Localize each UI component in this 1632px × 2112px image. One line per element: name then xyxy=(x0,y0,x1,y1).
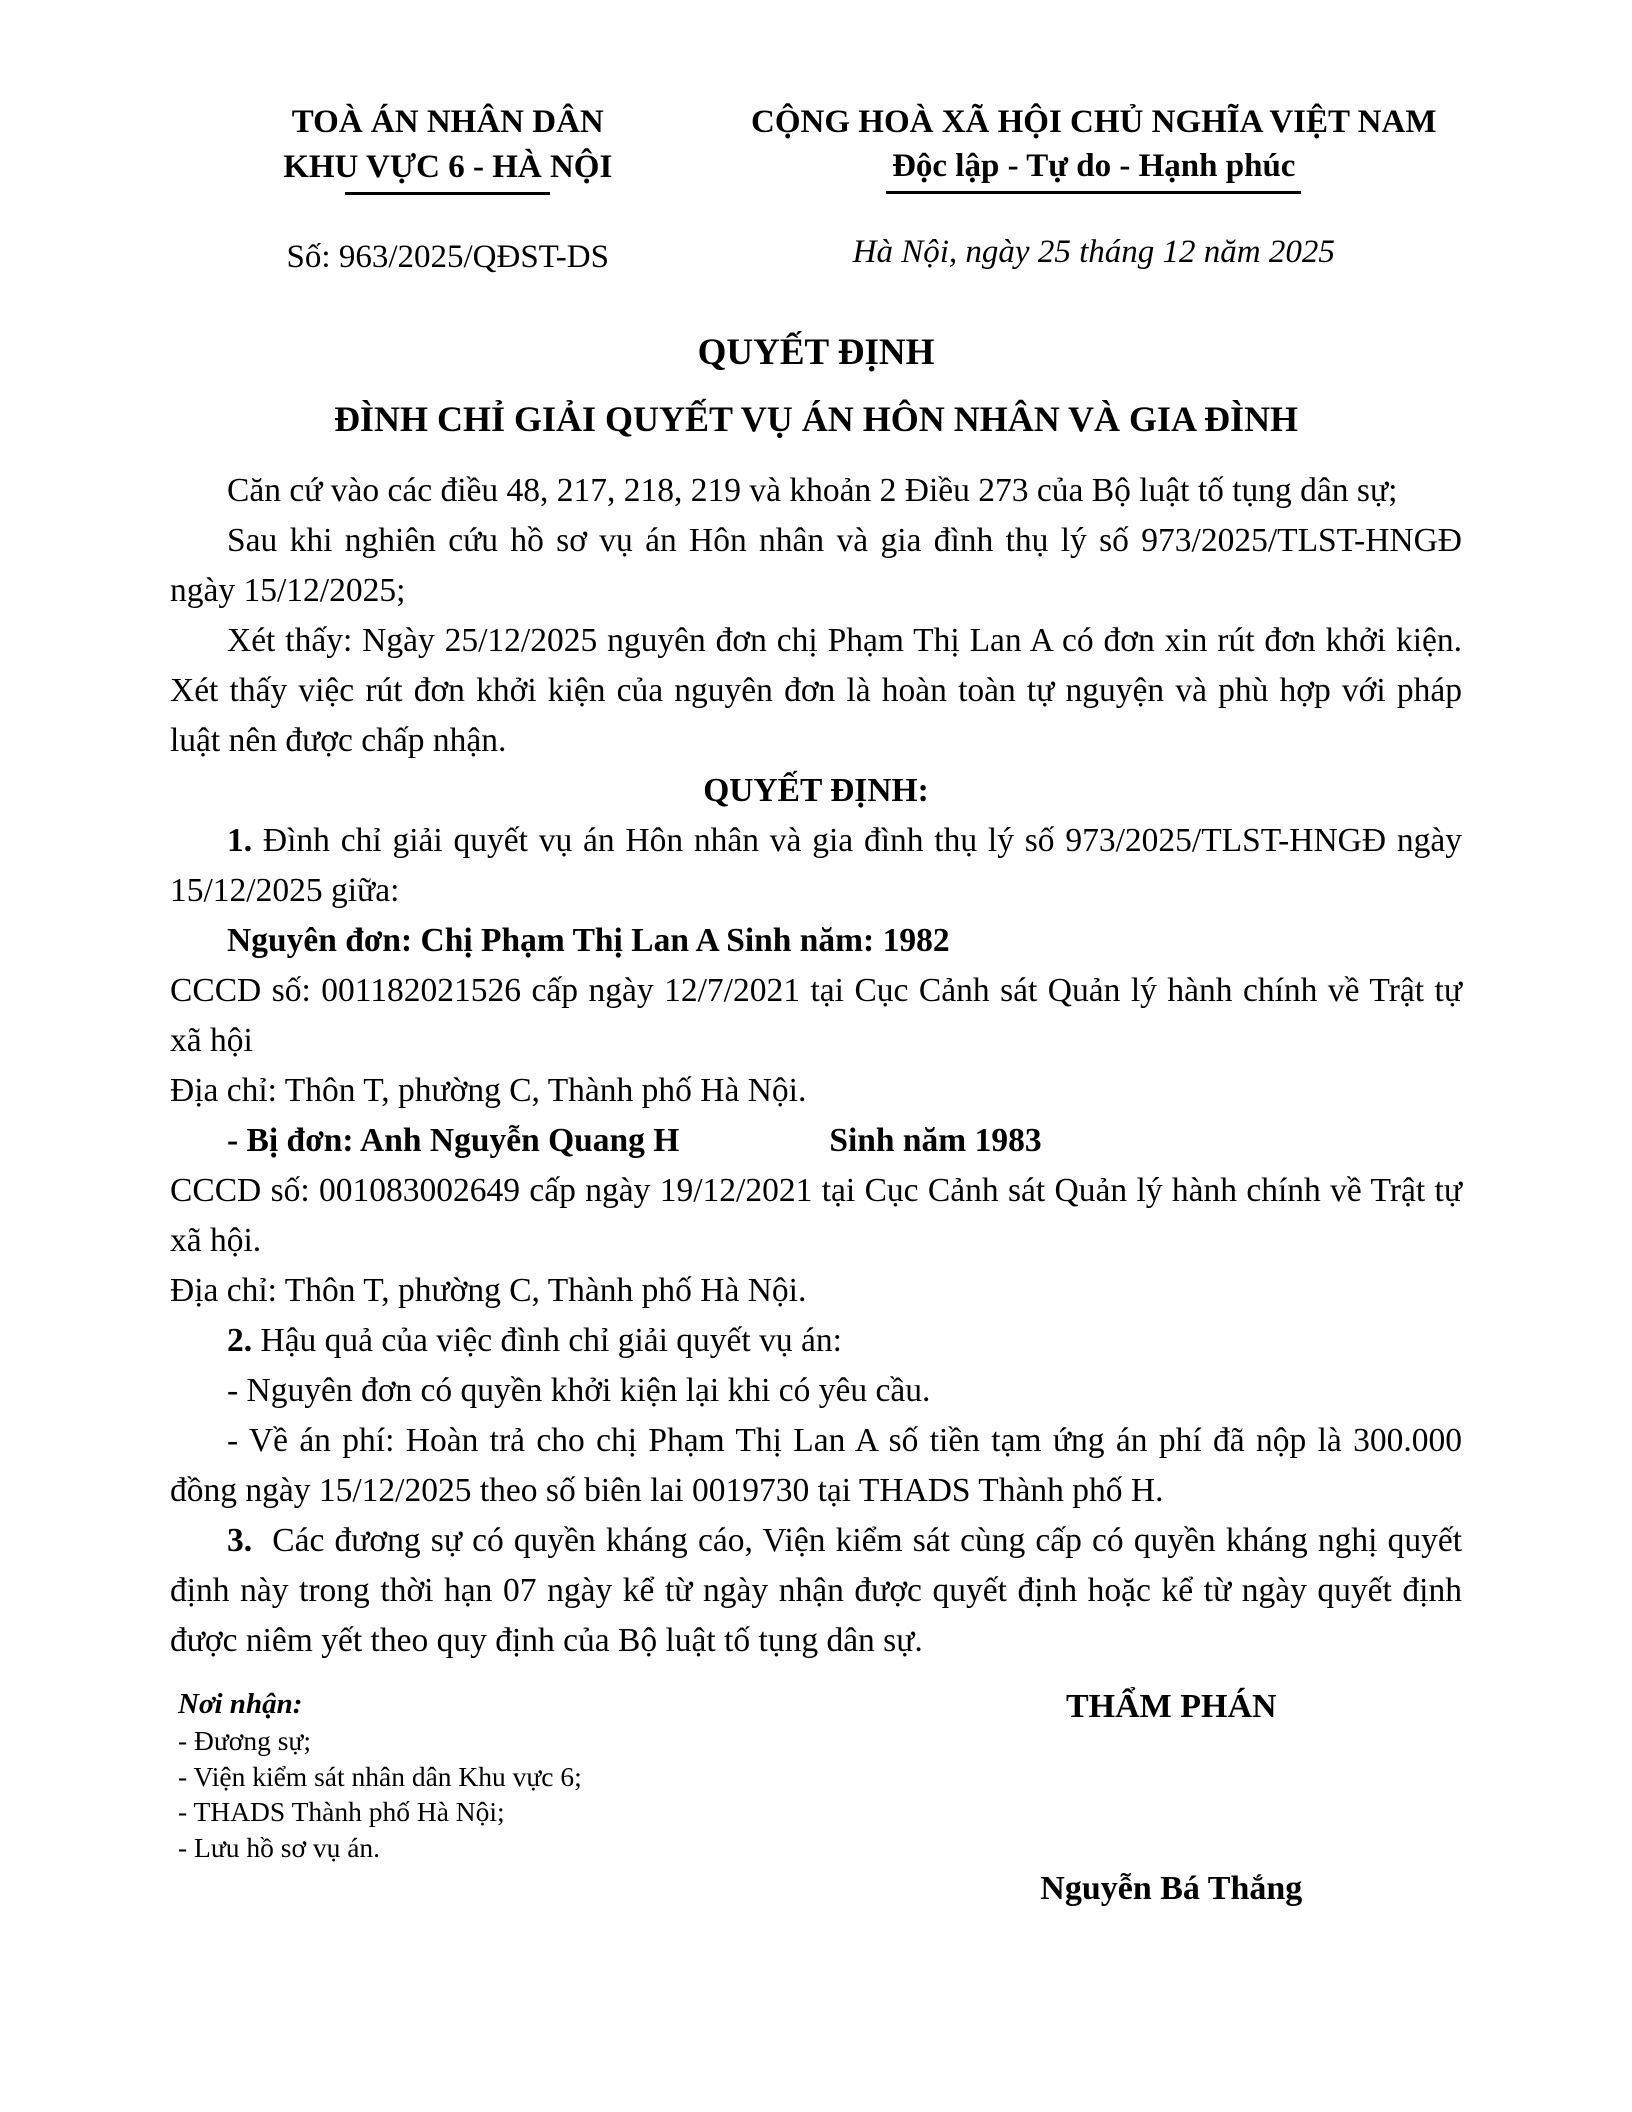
national-motto-block xyxy=(726,100,1462,275)
plaintiff-cccd: CCCD số: 001182021526 cấp ngày 12/7/2021 tại Cục Cảnh sát Quản lý hành chính về Trật tự xã hội xyxy=(170,972,1462,1059)
signer-title: THẨM PHÁN xyxy=(1065,1688,1277,1725)
document-subtitle: ĐÌNH CHỈ GIẢI QUYẾT VỤ ÁN HÔN NHÂN VÀ GIA ĐÌNH xyxy=(333,399,1299,439)
article-2-number: 2. xyxy=(227,1322,253,1359)
article-2-item-2: - Về án phí: Hoàn trả cho chị Phạm Thị Lan A số tiền tạm ứng án phí đã nộp là 300.000 đồng ngày 15/12/2025 theo số biên lai 0019730 tại THADS Thành phố H. xyxy=(170,1422,1462,1509)
recipient-item-3: - THADS Thành phố Hà Nội; xyxy=(178,1796,505,1827)
decision-heading: QUYẾT ĐỊNH: xyxy=(703,772,929,809)
document-title: QUYẾT ĐỊNH xyxy=(697,332,935,373)
article-3 xyxy=(170,1516,1462,1666)
article-2-text: Hậu quả của việc đình chỉ giải quyết vụ án: xyxy=(260,1322,842,1359)
article-2-item-1: - Nguyên đơn có quyền khởi kiện lại khi có yêu cầu. xyxy=(227,1372,931,1409)
defendant-name: - Bị đơn: Anh Nguyễn Quang H xyxy=(227,1122,680,1159)
defendant-line xyxy=(170,1116,1462,1166)
document-number: Số: 963/2025/QĐST-DS xyxy=(286,239,609,275)
article-3-number: 3. xyxy=(227,1522,253,1559)
defendant-address: Địa chỉ: Thôn T, phường C, Thành phố Hà Nội. xyxy=(170,1272,807,1309)
title-block xyxy=(170,330,1462,442)
recipients-block xyxy=(170,1686,881,1910)
signature-block xyxy=(881,1686,1462,1910)
issue-date: Hà Nội, ngày 25 tháng 12 năm 2025 xyxy=(852,234,1335,270)
signer-name: Nguyễn Bá Thắng xyxy=(1040,1870,1303,1907)
court-name-underline xyxy=(345,192,550,195)
document-footer xyxy=(170,1686,1462,1910)
article-1-number: 1. xyxy=(227,822,253,859)
defendant-birth: Sinh năm 1983 xyxy=(829,1122,1042,1159)
plaintiff-address: Địa chỉ: Thôn T, phường C, Thành phố Hà Nội. xyxy=(170,1072,807,1109)
recipient-item-1: - Đương sự; xyxy=(178,1725,311,1756)
article-1-text: Đình chỉ giải quyết vụ án Hôn nhân và gia đình thụ lý số 973/2025/TLST-HNGĐ ngày 15/12/2025 giữa: xyxy=(170,822,1462,909)
plaintiff-line: Nguyên đơn: Chị Phạm Thị Lan A Sinh năm: 1982 xyxy=(227,922,950,959)
recipient-item-4: - Lưu hồ sơ vụ án. xyxy=(178,1831,381,1863)
preamble-paragraph-2: Sau khi nghiên cứu hồ sơ vụ án Hôn nhân và gia đình thụ lý số 973/2025/TLST-HNGĐ ngày 15/12/2025; xyxy=(170,522,1462,609)
preamble-paragraph-3: Xét thấy: Ngày 25/12/2025 nguyên đơn chị Phạm Thị Lan A có đơn xin rút đơn khởi kiện. Xét thấy việc rút đơn khởi kiện của nguyên đơn là hoàn toàn tự nguyện và phù hợp với pháp luật nên được chấp nhận. xyxy=(170,622,1462,759)
document-body xyxy=(170,466,1462,1666)
article-2 xyxy=(170,1316,1462,1366)
recipient-item-2: - Viện kiểm sát nhân dân Khu vực 6; xyxy=(178,1760,582,1792)
defendant-cccd: CCCD số: 001083002649 cấp ngày 19/12/2021 tại Cục Cảnh sát Quản lý hành chính về Trật tự xã hội. xyxy=(170,1172,1462,1259)
article-1 xyxy=(170,816,1462,916)
issuing-court-block xyxy=(170,100,726,280)
court-name-line2: KHU VỰC 6 - HÀ NỘI xyxy=(283,149,613,185)
document-header xyxy=(170,100,1462,280)
court-name-line1: TOÀ ÁN NHÂN DÂN xyxy=(291,104,604,140)
national-title: CỘNG HOÀ XÃ HỘI CHỦ NGHĨA VIỆT NAM xyxy=(751,104,1437,140)
recipients-label: Nơi nhận: xyxy=(178,1688,303,1720)
national-motto: Độc lập - Tự do - Hạnh phúc xyxy=(886,145,1301,194)
preamble-paragraph-1: Căn cứ vào các điều 48, 217, 218, 219 và khoản 2 Điều 273 của Bộ luật tố tụng dân sự; xyxy=(227,472,1398,509)
article-3-text: Các đương sự có quyền kháng cáo, Viện kiểm sát cùng cấp có quyền kháng nghị quyết định này trong thời hạn 07 ngày kể từ ngày nhận được quyết định hoặc kể từ ngày quyết định được niêm yết theo quy định của Bộ luật tố tụng dân sự. xyxy=(170,1522,1462,1659)
